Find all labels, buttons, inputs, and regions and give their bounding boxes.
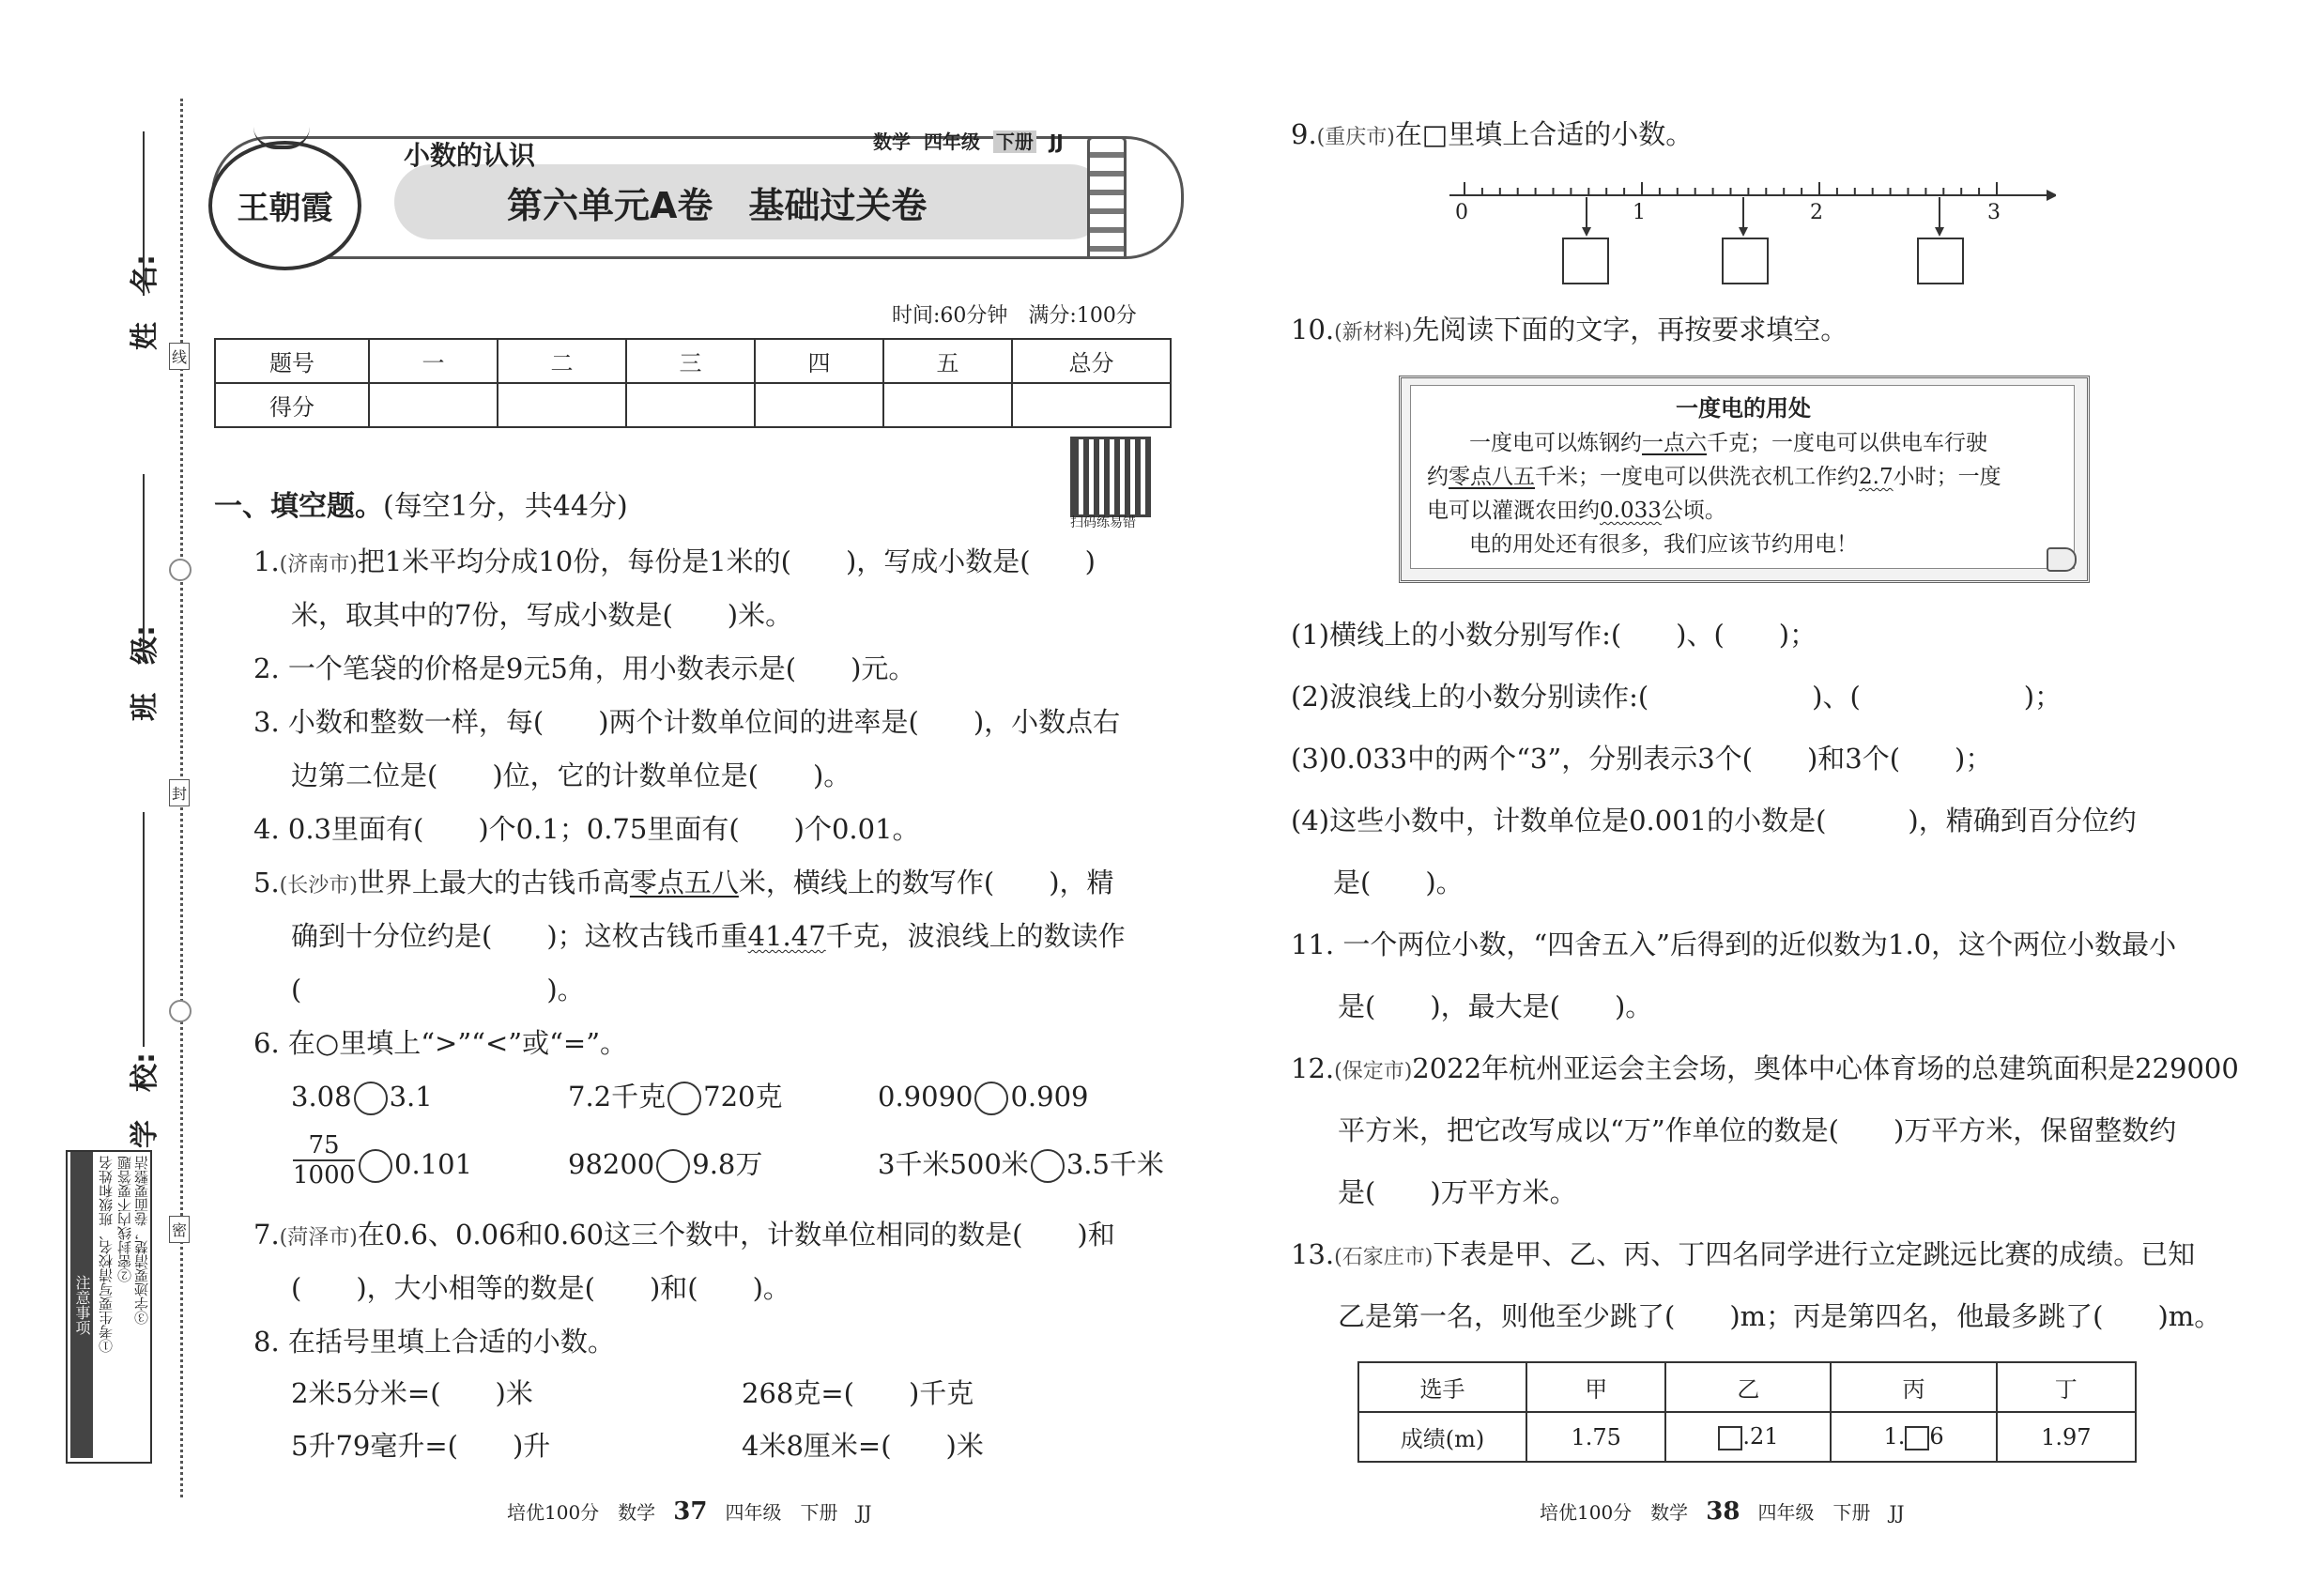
question-10-4-line2: 是( )。	[1333, 867, 1464, 898]
tag-edition: JJ	[1049, 130, 1064, 153]
q6-item-2	[568, 1080, 782, 1115]
score-table	[214, 338, 1172, 428]
q12-num: 12.	[1291, 1052, 1335, 1084]
r1-b: 千克；一度电可以供电车行驶	[1707, 431, 1987, 455]
question-10-2: (2)波浪线上的小数分别读作:( )、( )；	[1291, 681, 2062, 713]
cut-mark-1: 线	[169, 343, 190, 370]
q5-line2-b: 千克，波浪线上的数读作	[825, 920, 1126, 952]
q5-source: (长沙市)	[279, 874, 358, 898]
number-line-arrows	[1558, 195, 1990, 242]
question-10-3: (3)0.033中的两个“3”，分别表示3个( )和3个( )；	[1291, 743, 1993, 775]
results-header: 乙	[1665, 1362, 1831, 1412]
class-field[interactable]	[143, 474, 145, 662]
q1-source: (济南市)	[279, 553, 358, 576]
question-13	[1291, 1237, 2195, 1273]
q9-num: 9.	[1291, 118, 1317, 150]
q6-fraction	[293, 1131, 355, 1189]
note-3: ③字迹要清楚，卷面要整洁	[133, 1156, 150, 1325]
q6-g: 0.101	[394, 1148, 473, 1180]
question-6: 6. 在○里填上“>”“<”或“=”。	[253, 1027, 628, 1059]
question-1-line2: 米，取其中的7份，写成小数是( )米。	[291, 599, 793, 631]
reading-line-2	[1427, 464, 2001, 492]
footer-right-a: 培优100分 数学	[1540, 1501, 1689, 1524]
reading-line-3	[1427, 498, 1726, 526]
q6-b: 3.1	[389, 1081, 433, 1113]
q5-text-b: 米，横线上的数写作( )，精	[738, 867, 1114, 898]
tag-grade: 四年级	[923, 130, 980, 153]
q7-source: (菏泽市)	[279, 1226, 358, 1250]
q5-line2-a: 确到十分位约是( )；这枚古钱币重	[291, 920, 748, 952]
q12-text: 2022年杭州亚运会主会场，奥体中心体育场的总建筑面积是229000	[1412, 1052, 2239, 1084]
score-header: 题号	[215, 339, 369, 383]
question-12-line2: 平方米，把它改写成以“万”作单位的数是( )万平方米，保留整数约	[1338, 1114, 2177, 1146]
q10-text: 先阅读下面的文字，再按要求填空。	[1412, 314, 1848, 345]
q6-item-6	[878, 1147, 1164, 1183]
results-row-label: 成绩(m)	[1358, 1412, 1526, 1462]
number-line-ticks	[1464, 182, 1997, 195]
results-header: 选手	[1358, 1362, 1526, 1412]
question-11: 11. 一个两位小数，“四舍五入”后得到的近似数为1.0，这个两位小数最小	[1291, 928, 2177, 960]
question-2: 2. 一个笔袋的价格是9元5角，用小数表示是( )元。	[253, 652, 916, 684]
qr-caption: 扫码练易错	[1070, 515, 1136, 530]
r2-c: 小时；一度	[1893, 465, 2001, 489]
digit-box[interactable]	[1718, 1426, 1742, 1450]
score-cell[interactable]	[1012, 383, 1171, 427]
result-bing-a: 1.	[1883, 1423, 1906, 1450]
tag-subject: 数学	[873, 130, 911, 153]
result-yi	[1665, 1412, 1831, 1462]
footer-left	[507, 1497, 872, 1526]
question-10-1: (1)横线上的小数分别写作:( )、( )；	[1291, 619, 1817, 651]
question-3-line2: 边第二位是( )位，它的计数单位是( )。	[291, 760, 851, 791]
q6-a: 3.08	[291, 1081, 352, 1113]
q6-j: 3千米500米	[878, 1148, 1029, 1180]
q6-item-1	[291, 1080, 433, 1115]
q5-underlined: 零点五八	[629, 867, 739, 898]
q6-i: 9.8万	[692, 1148, 763, 1180]
reading-line-1	[1469, 430, 1987, 458]
score-header: 二	[498, 339, 626, 383]
question-3: 3. 小数和整数一样，每( )两个计数单位间的进率是( )，小数点右	[253, 706, 1121, 738]
score-cell[interactable]	[369, 383, 498, 427]
q13-source: (石家庄市)	[1334, 1246, 1434, 1269]
unit-topic: 小数的认识	[404, 140, 536, 171]
result-ding: 1.97	[1997, 1412, 2136, 1462]
footer-right-b: 四年级 下册 JJ	[1757, 1501, 1905, 1524]
score-cell[interactable]	[883, 383, 1012, 427]
q6-item-4	[357, 1147, 472, 1183]
compare-circle[interactable]	[359, 1149, 392, 1183]
score-header: 总分	[1012, 339, 1171, 383]
megaphone-icon	[2047, 547, 2077, 572]
question-11-line2: 是( )，最大是( )。	[1338, 990, 1653, 1022]
reading-line-4: 电的用处还有很多，我们应该节约用电！	[1469, 532, 1858, 557]
fraction-denominator: 1000	[293, 1161, 356, 1189]
q9-text: 在□里填上合适的小数。	[1394, 118, 1694, 150]
section1-points: (每空1分，共44分)	[383, 490, 628, 523]
compare-circle[interactable]	[656, 1149, 690, 1183]
nl-label-2: 2	[1810, 201, 1823, 224]
q6-item-3	[878, 1080, 1089, 1115]
score-row-label: 得分	[215, 383, 369, 427]
q5-wavy: 41.47	[747, 920, 826, 952]
meta-tags	[873, 127, 1064, 154]
result-jia: 1.75	[1526, 1412, 1665, 1462]
q10-source: (新材料)	[1334, 321, 1413, 345]
cut-mark-3: 密	[169, 1216, 190, 1243]
fraction-numerator: 75	[293, 1131, 355, 1161]
question-12-line3: 是( )万平方米。	[1338, 1176, 1577, 1208]
nl-label-3: 3	[1987, 201, 2001, 224]
notes-box	[66, 1150, 152, 1464]
q5-text-a: 世界上最大的古钱币高	[357, 867, 630, 898]
notes-title: 注意事项	[70, 1152, 93, 1458]
r1-under: 一点六	[1642, 431, 1707, 455]
question-8: 8. 在括号里填上合适的小数。	[253, 1326, 615, 1358]
compare-circle[interactable]	[354, 1082, 388, 1115]
brand-logo	[208, 141, 361, 270]
footer-right	[1540, 1497, 1905, 1526]
q6-f: 0.909	[1010, 1081, 1089, 1113]
digit-box[interactable]	[1905, 1426, 1929, 1450]
name-label: 姓 名:	[129, 254, 161, 350]
q6-d: 720克	[703, 1081, 783, 1113]
question-5	[253, 866, 1114, 901]
q5-num: 5.	[253, 867, 280, 898]
result-yi-val: .21	[1742, 1423, 1779, 1450]
note-2: ②密封线内不要答题	[116, 1156, 133, 1282]
time-info: 时间:60分钟 满分:100分	[892, 304, 1137, 328]
q8-item-3: 5升79毫升=( )升	[291, 1430, 551, 1462]
results-table	[1357, 1361, 2137, 1463]
r2-under: 零点八五	[1449, 465, 1535, 489]
section-title	[214, 488, 628, 525]
r3-b: 公顷。	[1661, 499, 1726, 523]
question-10-4: (4)这些小数中，计数单位是0.001的小数是( )，精确到百分位约	[1291, 805, 2137, 836]
nl-label-1: 1	[1633, 201, 1646, 224]
reading-title: 一度电的用处	[1676, 395, 1811, 422]
school-field[interactable]	[143, 812, 145, 1047]
r1-a: 一度电可以炼钢约	[1469, 431, 1642, 455]
r2-b: 千米；一度电可以供洗衣机工作约	[1535, 465, 1859, 489]
lighthouse-icon	[1087, 136, 1127, 259]
question-13-line2: 乙是第一名，则他至少跳了( )m；丙是第四名，他最多跳了( )m。	[1338, 1300, 2222, 1332]
section1-title: 一、填空题。	[214, 490, 383, 523]
answer-box[interactable]	[1722, 238, 1769, 284]
r3-wavy: 0.033	[1600, 499, 1662, 523]
result-bing-b: 6	[1929, 1423, 1944, 1450]
question-7-line2: ( )，大小相等的数是( )和( )。	[291, 1272, 790, 1304]
cut-mark-2: 封	[169, 779, 190, 806]
compare-circle[interactable]	[1031, 1149, 1065, 1183]
r2-wavy: 2.7	[1859, 465, 1894, 489]
question-5-line3: ( )。	[291, 974, 585, 1005]
page-number-right: 38	[1706, 1497, 1740, 1526]
q7-text: 在0.6、0.06和0.60这三个数中，计数单位相同的数是( )和	[357, 1219, 1115, 1251]
q9-source: (重庆市)	[1316, 126, 1395, 149]
q10-num: 10.	[1291, 314, 1335, 345]
footer-left-a: 培优100分 数学	[507, 1501, 656, 1524]
score-header: 四	[755, 339, 883, 383]
q8-item-2: 268克=( )千克	[742, 1377, 974, 1409]
qr-code[interactable]	[1070, 437, 1151, 517]
score-header: 五	[883, 339, 1012, 383]
q8-item-4: 4米8厘米=( )米	[742, 1430, 984, 1462]
q12-source: (保定市)	[1334, 1060, 1413, 1083]
page-title: 第六单元A卷 基础过关卷	[507, 185, 928, 226]
answer-box[interactable]	[1562, 238, 1609, 284]
q6-item-5	[568, 1147, 762, 1183]
score-header: 一	[369, 339, 498, 383]
note-1: ①考生要写清校名、班级和姓名	[98, 1156, 115, 1353]
q7-num: 7.	[253, 1219, 280, 1251]
page-number-left: 37	[673, 1497, 708, 1526]
class-label: 班 级:	[129, 625, 161, 721]
q13-text: 下表是甲、乙、丙、丁四名同学进行立定跳远比赛的成绩。已知	[1433, 1238, 2196, 1270]
school-label: 学 校:	[129, 1052, 161, 1148]
q6-e: 0.9090	[878, 1081, 974, 1113]
results-header: 甲	[1526, 1362, 1665, 1412]
scissor-icon	[169, 1000, 192, 1022]
score-cell[interactable]	[755, 383, 883, 427]
question-9	[1291, 117, 1693, 153]
question-10	[1291, 313, 1848, 348]
question-4: 4. 0.3里面有( )个0.1；0.75里面有( )个0.01。	[253, 813, 920, 845]
brand-name: 王朝霞	[237, 190, 333, 227]
r2-a: 约	[1427, 465, 1449, 489]
question-1	[253, 545, 1096, 580]
name-field[interactable]	[143, 131, 145, 296]
q8-item-1: 2米5分米=( )米	[291, 1377, 533, 1409]
results-header: 丁	[1997, 1362, 2136, 1412]
tag-volume: 下册	[993, 130, 1036, 153]
score-header: 三	[626, 339, 755, 383]
scissor-icon	[169, 559, 192, 581]
results-header: 丙	[1831, 1362, 1996, 1412]
question-12	[1291, 1051, 2239, 1087]
score-cell[interactable]	[498, 383, 626, 427]
nl-label-0: 0	[1455, 201, 1468, 224]
footer-left-b: 四年级 下册 JJ	[725, 1501, 872, 1524]
answer-box[interactable]	[1917, 238, 1964, 284]
compare-circle[interactable]	[667, 1082, 701, 1115]
result-bing	[1831, 1412, 1996, 1462]
compare-circle[interactable]	[974, 1082, 1008, 1115]
q1-num: 1.	[253, 545, 280, 577]
q6-c: 7.2千克	[568, 1081, 667, 1113]
question-5-line2	[291, 919, 1126, 955]
score-cell[interactable]	[626, 383, 755, 427]
q6-k: 3.5千米	[1066, 1148, 1164, 1180]
q1-text: 把1米平均分成10份，每份是1米的( )，写成小数是( )	[357, 545, 1096, 577]
q6-h: 98200	[568, 1148, 655, 1180]
r3-a: 电可以灌溉农田约	[1427, 499, 1600, 523]
q13-num: 13.	[1291, 1238, 1335, 1270]
question-7	[253, 1218, 1115, 1253]
